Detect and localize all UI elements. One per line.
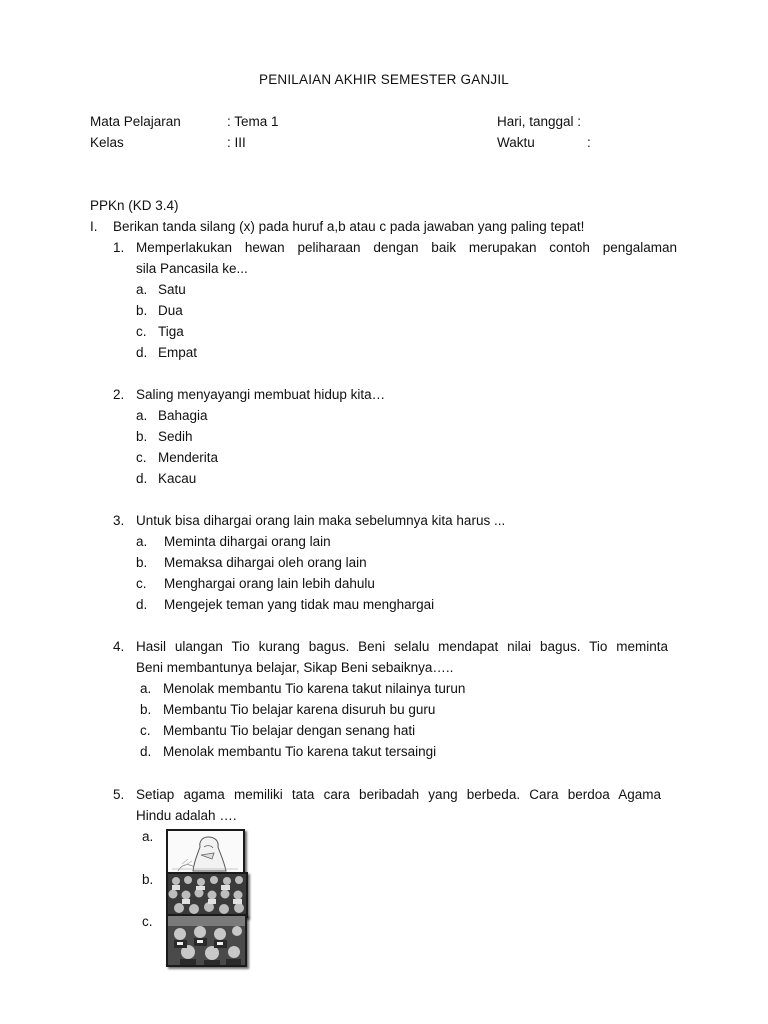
option-letter: d. — [136, 597, 148, 612]
option-letter: a. — [140, 681, 152, 696]
question-text: Untuk bisa dihargai orang lain maka sebelumnya kita harus ... — [136, 513, 506, 528]
option-text: Menghargai orang lain lebih dahulu — [164, 576, 375, 591]
option-letter: c. — [142, 914, 153, 929]
option-letter: d. — [136, 471, 148, 486]
subject-value: : Tema 1 — [227, 114, 279, 129]
section-roman-numeral: I. — [90, 219, 98, 234]
question-number: 2. — [113, 387, 125, 402]
option-text: Dua — [158, 303, 183, 318]
question-text: Memperlakukan hewan peliharaan dengan baik merupakan contoh pengalaman — [136, 240, 677, 255]
subject-label: Mata Pelajaran — [90, 114, 181, 129]
option-letter: b. — [136, 429, 148, 444]
question-number: 1. — [113, 240, 125, 255]
question-text: Setiap agama memiliki tata cara beribadah yang berbeda. Cara berdoa Agama — [136, 787, 661, 802]
option-letter: c. — [136, 324, 147, 339]
option-text: Empat — [158, 345, 198, 360]
option-letter: a. — [136, 408, 148, 423]
option-text: Menolak membantu Tio karena takut nilainya turun — [163, 681, 466, 696]
section-instruction: Berikan tanda silang (x) pada huruf a,b atau c pada jawaban yang paling tepat! — [113, 219, 585, 234]
option-letter: a. — [136, 534, 148, 549]
option-text: Menderita — [158, 450, 219, 465]
option-text: Meminta dihargai orang lain — [164, 534, 331, 549]
question-text: Saling menyayangi membuat hidup kita… — [136, 387, 386, 402]
option-text: Sedih — [158, 429, 193, 444]
time-colon: : — [587, 135, 591, 150]
question-text: Beni membantunya belajar, Sikap Beni sebaiknya….. — [136, 660, 454, 675]
group-praying-photo-image — [166, 914, 247, 967]
option-text: Mengejek teman yang tidak mau menghargai — [164, 597, 435, 612]
time-label: Waktu — [497, 135, 535, 150]
question-text: Hasil ulangan Tio kurang bagus. Beni selalu mendapat nilai bagus. Tio meminta — [136, 639, 668, 654]
option-text: Bahagia — [158, 408, 208, 423]
section-heading: PPKn (KD 3.4) — [90, 198, 179, 213]
page-title: PENILAIAN AKHIR SEMESTER GANJIL — [258, 72, 510, 87]
date-label: Hari, tanggal : — [497, 114, 582, 129]
question-number: 3. — [113, 513, 125, 528]
option-letter: a. — [136, 282, 148, 297]
option-letter: b. — [136, 555, 148, 570]
option-text: Menolak membantu Tio karena takut tersaingi — [163, 744, 437, 759]
option-text: Tiga — [158, 324, 184, 339]
option-letter: d. — [136, 345, 148, 360]
option-text: Membantu Tio belajar karena disuruh bu guru — [163, 702, 436, 717]
option-letter: b. — [140, 702, 152, 717]
question-number: 5. — [113, 787, 125, 802]
option-text: Satu — [158, 282, 186, 297]
option-text: Membantu Tio belajar dengan senang hati — [163, 723, 416, 738]
option-letter: b. — [142, 872, 154, 887]
option-letter: b. — [136, 303, 148, 318]
question-number: 4. — [113, 639, 125, 654]
option-letter: c. — [136, 450, 147, 465]
praying-figure-sketch-image — [166, 829, 245, 875]
question-text: sila Pancasila ke... — [136, 261, 248, 276]
class-label: Kelas — [90, 135, 124, 150]
crowd-praying-photo-image — [166, 872, 248, 918]
class-value: : III — [227, 135, 246, 150]
option-letter: c. — [140, 723, 151, 738]
question-text: Hindu adalah …. — [136, 808, 237, 823]
option-letter: c. — [136, 576, 147, 591]
option-text: Memaksa dihargai oleh orang lain — [164, 555, 367, 570]
option-letter: d. — [140, 744, 152, 759]
option-text: Kacau — [158, 471, 197, 486]
option-letter: a. — [142, 829, 154, 844]
